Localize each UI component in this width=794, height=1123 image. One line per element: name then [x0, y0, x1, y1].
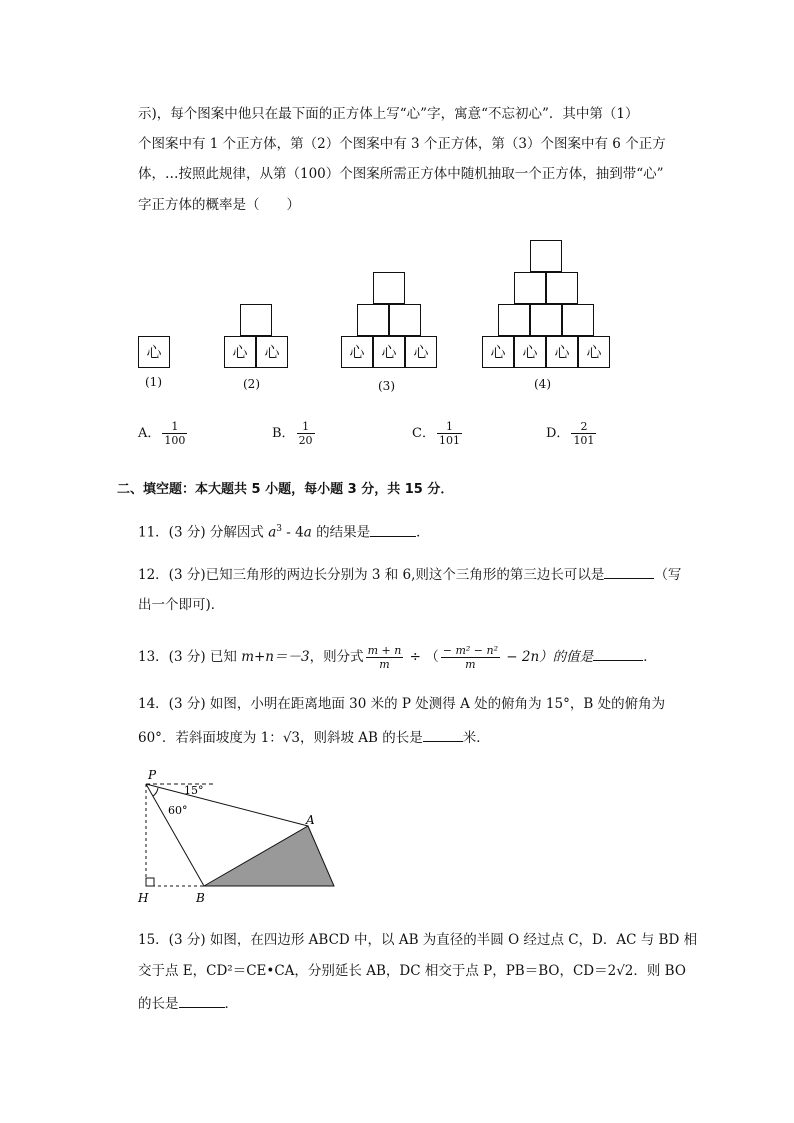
question-13: 13．(3 分) 已知 m+n＝－3，则分式 $\frac{m + n}{m}$ ÷ （ $\frac{\text{− m² − n²}}{m}$ − 2n）的值是 ．	[138, 644, 657, 671]
label-60-degree: 60°	[168, 804, 188, 817]
cube	[373, 272, 405, 304]
option-fraction: $\frac{2}{101}$	[573, 420, 595, 447]
answer-blank[interactable]	[593, 646, 643, 661]
option-b[interactable]	[272, 420, 317, 447]
cube	[514, 272, 546, 304]
label-h: H	[138, 891, 149, 905]
figure-label-3: (3)	[378, 379, 395, 393]
option-letter: A．	[138, 426, 161, 441]
heart-cube: 心	[341, 336, 373, 368]
intro-line-4: 字正方体的概率是（ ）	[138, 197, 300, 213]
figure-label-2: (2)	[243, 377, 260, 391]
option-letter: C．	[412, 426, 435, 441]
option-c[interactable]	[412, 420, 464, 447]
option-a[interactable]	[138, 420, 189, 447]
heart-cube: 心	[578, 336, 610, 368]
heart-cube: 心	[482, 336, 514, 368]
cube	[357, 304, 389, 336]
label-b: B	[196, 891, 205, 905]
heart-cube: 心	[256, 336, 288, 368]
right-angle-mark	[146, 878, 154, 886]
cube	[389, 304, 421, 336]
heart-cube: 心	[514, 336, 546, 368]
fraction: $\frac{\text{− m² − n²}}{m}$	[442, 644, 498, 671]
cube	[546, 272, 578, 304]
option-letter: B．	[272, 426, 295, 441]
question-12-line-2: 出一个即可)．	[138, 597, 225, 613]
fraction: $\frac{m + n}{m}$	[367, 644, 402, 671]
label-15-degree: 15°	[184, 784, 204, 797]
slope-shaded-region	[204, 826, 334, 886]
cube	[530, 240, 562, 272]
answer-blank[interactable]	[604, 564, 654, 579]
question-15-line-1: 15．(3 分) 如图，在四边形 ABCD 中，以 AB 为直径的半圆 O 经过点 C，D．AC 与 BD 相	[138, 932, 698, 948]
label-a: A	[306, 813, 315, 827]
cube	[498, 304, 530, 336]
figure-label-1: (1)	[145, 375, 162, 389]
intro-line-2: 个图案中有 1 个正方体，第（2）个图案中有 3 个正方体，第（3）个图案中有 6 个正方	[138, 136, 666, 152]
answer-blank[interactable]	[423, 727, 463, 742]
heart-cube: 心	[405, 336, 437, 368]
option-letter: D．	[546, 426, 570, 441]
question-15-line-2: 交于点 E，CD²＝CE•CA，分别延长 AB，DC 相交于点 P，PB＝BO，CD＝2√2．则 BO	[138, 963, 686, 979]
figure-label-4: (4)	[534, 377, 551, 391]
answer-blank[interactable]	[370, 522, 416, 537]
answer-blank[interactable]	[179, 993, 225, 1008]
intro-line-1: 示)，每个图案中他只在最下面的正方体上写“心”字，寓意“不忘初心”．其中第（1）	[138, 106, 639, 122]
line-pb	[146, 784, 204, 886]
question-12-line-1: 12．(3 分)已知三角形的两边长分别为 3 和 6,则这个三角形的第三边长可以是 （写	[138, 564, 681, 585]
question-14-line-1: 14．(3 分) 如图，小明在距离地面 30 米的 P 处测得 A 处的俯角为 15°，B 处的俯角为	[138, 696, 666, 712]
question-11: 11．(3 分) 分解因式 $a^3 - 4a$ 的结果是 ．	[138, 519, 430, 543]
question-14-line-2: 60°．若斜面坡度为 1：√3，则斜坡 AB 的长是 米．	[138, 727, 490, 748]
cube	[562, 304, 594, 336]
intro-line-3: 体，…按照此规律，从第（100）个图案所需正方体中随机抽取一个正方体，抽到带“心”	[138, 166, 664, 182]
option-fraction: $\frac{1}{101}$	[438, 420, 460, 447]
cube	[240, 304, 272, 336]
option-fraction: $\frac{1}{100}$	[164, 420, 186, 447]
angle-arc-60	[153, 788, 158, 796]
question-15-line-3: 的长是 ．	[138, 993, 238, 1014]
slope-diagram	[130, 762, 350, 912]
cube	[530, 304, 562, 336]
option-d[interactable]	[546, 420, 598, 447]
heart-cube: 心	[546, 336, 578, 368]
heart-cube: 心	[373, 336, 405, 368]
heart-cube: 心	[138, 336, 170, 368]
section-title: 二、填空题：本大题共 5 小题，每小题 3 分，共 15 分．	[117, 482, 454, 497]
option-fraction: $\frac{1}{20}$	[298, 420, 313, 447]
label-p: P	[148, 768, 157, 782]
heart-cube: 心	[224, 336, 256, 368]
